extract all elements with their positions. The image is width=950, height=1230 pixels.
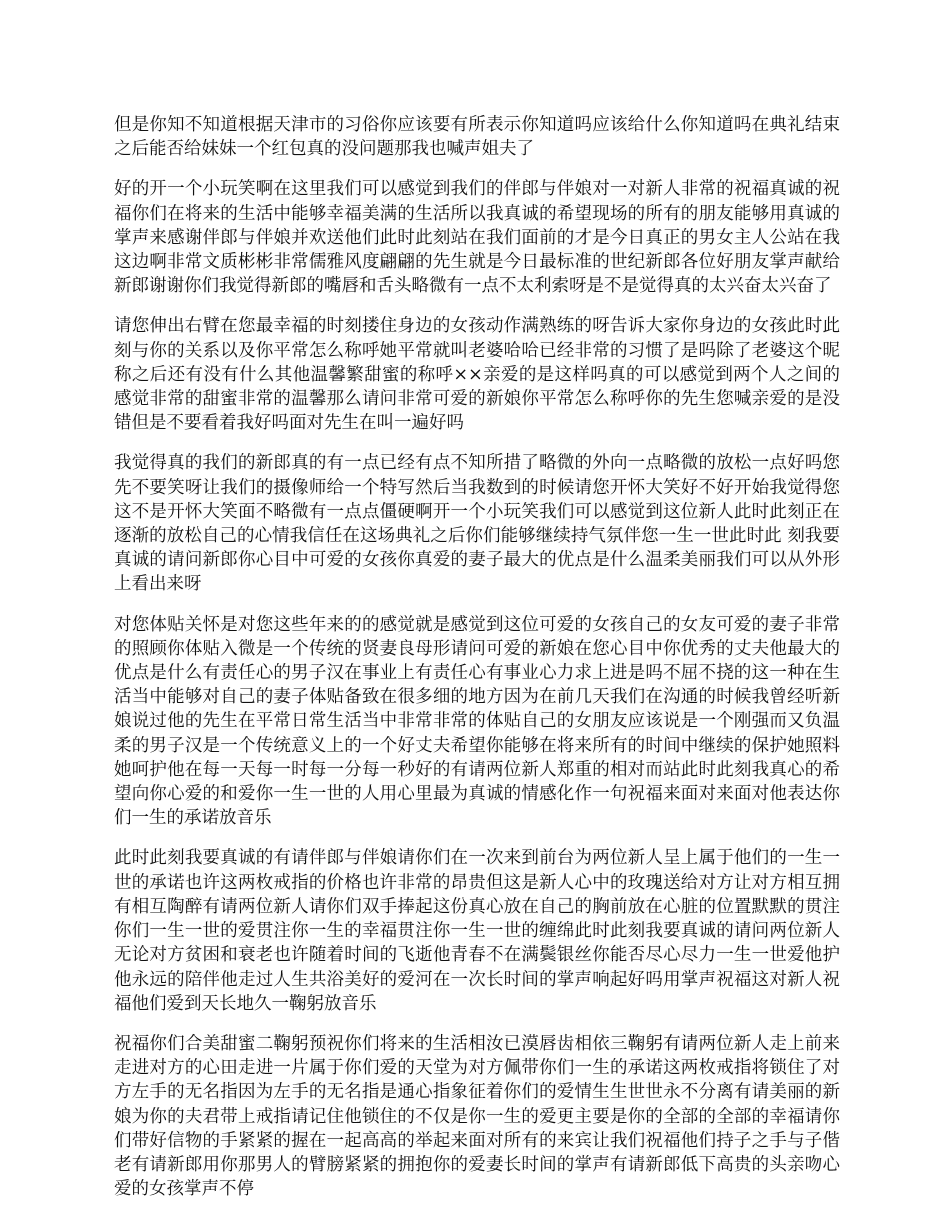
document-body: [114, 113, 840, 1201]
paragraph: 对您体贴关怀是对您这些年来的的感觉就是感觉到这位可爱的女孩自己的女友可爱的妻子非常的照顾你体贴入微是一个传统的贤妻良母形请问可爱的新娘在您心目中你优秀的丈夫他最大的优点是什么有责任心的男子汉在事业上有责任心有事业心力求上进是吗不屈不挠的这一种在生活当中能够对自己的妻子体贴备致在很多细的地方因为在前几天我们在沟通的时候我曾经听新娘说过他的先生在平常日常生活当中非常非常的体贴自己的女朋友应该说是一个刚强而又负温柔的男子汉是一个传统意义上的一个好丈夫希望你能够在将来所有的时间中继续的保护她照料她呵护他在每一天每一时每一分每一秒好的有请两位新人郑重的相对而站此时此刻我真心的希望向你心爱的和爱你一生一世的人用心里最为真诚的情感化作一句祝福来面对来面对他表达你们一生的承诺放音乐: [114, 614, 840, 829]
paragraph: 请您伸出右臂在您最幸福的时刻搂住身边的女孩动作满熟练的呀告诉大家你身边的女孩此时此刻与你的关系以及你平常怎么称呼她平常就叫老婆哈哈已经非常的习惯了是吗除了老婆这个昵称之后还有没有什么其他温馨繁甜蜜的称呼××亲爱的是这样吗真的可以感觉到两个人之间的感觉非常的甜蜜非常的温馨那么请问非常可爱的新娘你平常怎么称呼你的先生您喊亲爱的是没错但是不要看着我好吗面对先生在叫一遍好吗: [114, 316, 840, 434]
paragraph: 祝福你们合美甜蜜二鞠躬预祝你们将来的生活相汝已漠唇齿相依三鞠躬有请两位新人走上前来走进对方的心田走进一片属于你们爱的天堂为对方佩带你们一生的承诺这两枚戒指将锁住了对方左手的无名指因为左手的无名指是通心指象征着你们的爱情生生世世永不分离有请美丽的新娘为你的夫君带上戒指请记住他锁住的不仅是你一生的爱更主要是你的全部的全部的幸福请你们带好信物的手紧紧的握在一起高高的举起来面对所有的来宾让我们祝福他们持子之手与子偕老有请新郎用你那男人的臂膀紧紧的拥抱你的爱妻长时间的掌声有请新郎低下高贵的头亲吻心爱的女孩掌声不停: [114, 1033, 840, 1200]
paragraph: 我觉得真的我们的新郎真的有一点已经有点不知所措了略微的外向一点略微的放松一点好吗您先不要笑呀让我们的摄像师给一个特写然后当我数到的时候请您开怀大笑好不好开始我觉得您这不是开怀大笑面不略微有一点点僵硬啊开一个小玩笑我们可以感觉到这位新人此时此刻正在逐渐的放松自己的心情我信任在这场典礼之后你们能够继续持气氛伴您一生一世此时此 刻我要真诚的请问新郎你心目中可爱的女孩你真爱的妻子最大的优点是什么温柔美丽我们可以从外形上看出来呀: [114, 453, 840, 595]
paragraph: 好的开一个小玩笑啊在这里我们可以感觉到我们的伴郎与伴娘对一对新人非常的祝福真诚的祝福你们在将来的生活中能够幸福美满的生活所以我真诚的希望现场的所有的朋友能够用真诚的掌声来感谢伴郎与伴娘并欢送他们此时此刻站在我们面前的才是今日真正的男女主人公站在我这边啊非常文质彬彬非常儒雅风度翩翩的先生就是今日最标准的世纪新郎各位好朋友掌声献给新郎谢谢你们我觉得新郎的嘴唇和舌头略微有一点不太利索呀是不是觉得真的太兴奋太兴奋了: [114, 179, 840, 297]
paragraph: 但是你知不知道根据天津市的习俗你应该要有所表示你知道吗应该给什么你知道吗在典礼结束之后能否给妹妹一个红包真的没问题那我也喊声姐夫了: [114, 115, 840, 160]
paragraph: 此时此刻我要真诚的有请伴郎与伴娘请你们在一次来到前台为两位新人呈上属于他们的一生一世的承诺也许这两枚戒指的价格也许非常的昂贵但这是新人心中的玫瑰送给对方让对方相互拥有相互陶醉有请两位新人请你们双手捧起这份真心放在自己的胸前放在心脏的位置默默的贯注你们一生一世的爱贯注你一生的幸福贯注你一生一世的缠绵此时此刻我要真诚的请问两位新人无论对方贫困和衰老也许随着时间的飞逝他青春不在满鬓银丝你能否尽心尽力一生一世爱他护他永远的陪伴他走过人生共浴美好的爱河在一次长时间的掌声响起好吗用掌声祝福这对新人祝福他们爱到天长地久一鞠躬放音乐: [114, 848, 840, 1014]
